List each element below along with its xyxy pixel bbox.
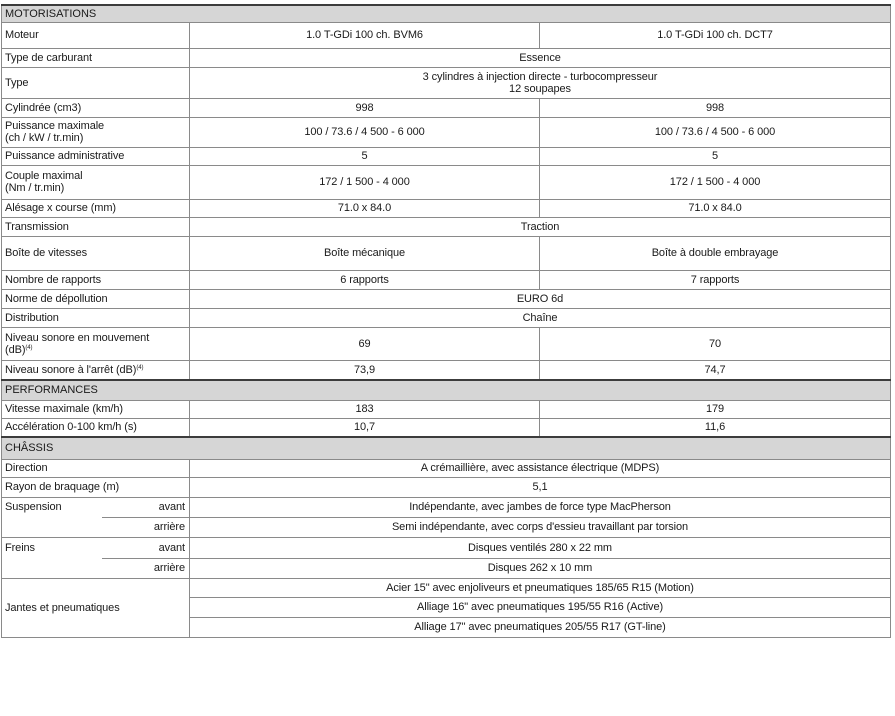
table-row (2, 236, 891, 270)
row-label (2, 165, 190, 199)
row-label: Boîte de vitesses (2, 236, 190, 270)
value-dct7: 998 (540, 98, 891, 117)
section-header-chassis (2, 437, 891, 459)
table-row (2, 308, 891, 327)
table-row (2, 459, 891, 477)
value-shared: EURO 6d (190, 289, 891, 308)
value-shared: Alliage 17" avec pneumatiques 205/55 R17 (GT-line) (190, 617, 891, 637)
row-label: Norme de dépollution (2, 289, 190, 308)
row-label: Vitesse maximale (km/h) (2, 400, 190, 418)
value-line: 3 cylindres à injection directe - turbocompresseur (422, 70, 658, 83)
value-bvm6: 10,7 (190, 418, 540, 437)
label-line: (ch / kW / tr.min) (5, 132, 84, 144)
section-title: PERFORMANCES (2, 380, 891, 400)
table-row (2, 400, 891, 418)
value-dct7: 7 rapports (540, 270, 891, 289)
sub-label-arriere: arrière (102, 517, 190, 537)
value-shared: Chaîne (190, 308, 891, 327)
sub-label-avant: avant (102, 497, 190, 517)
table-row (2, 199, 891, 217)
section-title: CHÂSSIS (2, 437, 891, 459)
row-label (2, 360, 190, 380)
table-row (2, 48, 891, 67)
value-dct7: 100 / 73.6 / 4 500 - 6 000 (540, 117, 891, 147)
row-label: Rayon de braquage (m) (2, 477, 190, 497)
row-label: Accélération 0-100 km/h (s) (2, 418, 190, 437)
label-line: Couple maximal (5, 170, 83, 182)
value-bvm6: 100 / 73.6 / 4 500 - 6 000 (190, 117, 540, 147)
row-label: Distribution (2, 308, 190, 327)
row-label: Type de carburant (2, 48, 190, 67)
value-dct7: 74,7 (540, 360, 891, 380)
label-text: (dB) (5, 343, 26, 356)
table-row (2, 98, 891, 117)
table-row (2, 418, 891, 437)
table-row (2, 67, 891, 98)
table-row (2, 217, 891, 236)
value-shared: 5,1 (190, 477, 891, 497)
table-row (2, 558, 891, 578)
value-shared (190, 67, 891, 98)
value-bvm6: 172 / 1 500 - 4 000 (190, 165, 540, 199)
value-dct7: 70 (540, 327, 891, 360)
label-line: Puissance maximale (5, 120, 105, 132)
value-dct7: 11,6 (540, 418, 891, 437)
value-dct7: 172 / 1 500 - 4 000 (540, 165, 891, 199)
value-bvm6: 1.0 T-GDi 100 ch. BVM6 (190, 22, 540, 48)
sub-label-arriere: arrière (102, 558, 190, 578)
value-shared: A crémaillière, avec assistance électrique (MDPS) (190, 459, 891, 477)
value-shared: Indépendante, avec jambes de force type MacPherson (190, 497, 891, 517)
section-header-motorisations (2, 5, 891, 22)
row-label: Puissance administrative (2, 147, 190, 165)
table-row (2, 537, 891, 558)
table-row (2, 289, 891, 308)
table-row (2, 270, 891, 289)
row-label: Type (2, 67, 190, 98)
table-row (2, 578, 891, 597)
value-shared: Acier 15" avec enjoliveurs et pneumatiques 185/65 R15 (Motion) (190, 578, 891, 597)
value-bvm6: 5 (190, 147, 540, 165)
label-line: Niveau sonore en mouvement (5, 331, 150, 344)
table-row (2, 22, 891, 48)
row-label: Suspension (2, 497, 102, 537)
value-dct7: 71.0 x 84.0 (540, 199, 891, 217)
row-label: Cylindrée (cm3) (2, 98, 190, 117)
row-label: Alésage x course (mm) (2, 199, 190, 217)
value-bvm6: 69 (190, 327, 540, 360)
label-line: (Nm / tr.min) (5, 182, 65, 194)
value-bvm6: 6 rapports (190, 270, 540, 289)
value-shared: Semi indépendante, avec corps d'essieu travaillant par torsion (190, 517, 891, 537)
section-header-performances (2, 380, 891, 400)
sub-label-avant: avant (102, 537, 190, 558)
label-line (5, 344, 185, 356)
value-line: 12 soupapes (509, 82, 571, 95)
footnote-marker: (4) (25, 344, 33, 351)
value-shared: Alliage 16" avec pneumatiques 195/55 R16 (Active) (190, 597, 891, 617)
value-shared: Disques 262 x 10 mm (190, 558, 891, 578)
value-dct7: 1.0 T-GDi 100 ch. DCT7 (540, 22, 891, 48)
table-row (2, 117, 891, 147)
row-label: Moteur (2, 22, 190, 48)
row-label: Transmission (2, 217, 190, 236)
row-label: Nombre de rapports (2, 270, 190, 289)
label-text: Niveau sonore à l'arrêt (dB) (5, 363, 137, 376)
table-row (2, 327, 891, 360)
table-row (2, 497, 891, 517)
value-shared: Traction (190, 217, 891, 236)
table-row (2, 360, 891, 380)
row-label: Jantes et pneumatiques (2, 578, 190, 637)
value-shared: Disques ventilés 280 x 22 mm (190, 537, 891, 558)
value-dct7: 179 (540, 400, 891, 418)
row-label (2, 327, 190, 360)
table-row (2, 165, 891, 199)
value-shared: Essence (190, 48, 891, 67)
value-bvm6: 71.0 x 84.0 (190, 199, 540, 217)
value-bvm6: 183 (190, 400, 540, 418)
table-row (2, 147, 891, 165)
value-dct7: 5 (540, 147, 891, 165)
value-bvm6: 73,9 (190, 360, 540, 380)
value-dct7: Boîte à double embrayage (540, 236, 891, 270)
footnote-marker: (4) (136, 364, 144, 371)
section-title: MOTORISATIONS (2, 5, 891, 22)
table-row (2, 477, 891, 497)
value-bvm6: Boîte mécanique (190, 236, 540, 270)
row-label (2, 117, 190, 147)
row-label: Direction (2, 459, 190, 477)
value-bvm6: 998 (190, 98, 540, 117)
specs-table (1, 4, 891, 638)
table-row (2, 517, 891, 537)
row-label: Freins (2, 537, 102, 578)
